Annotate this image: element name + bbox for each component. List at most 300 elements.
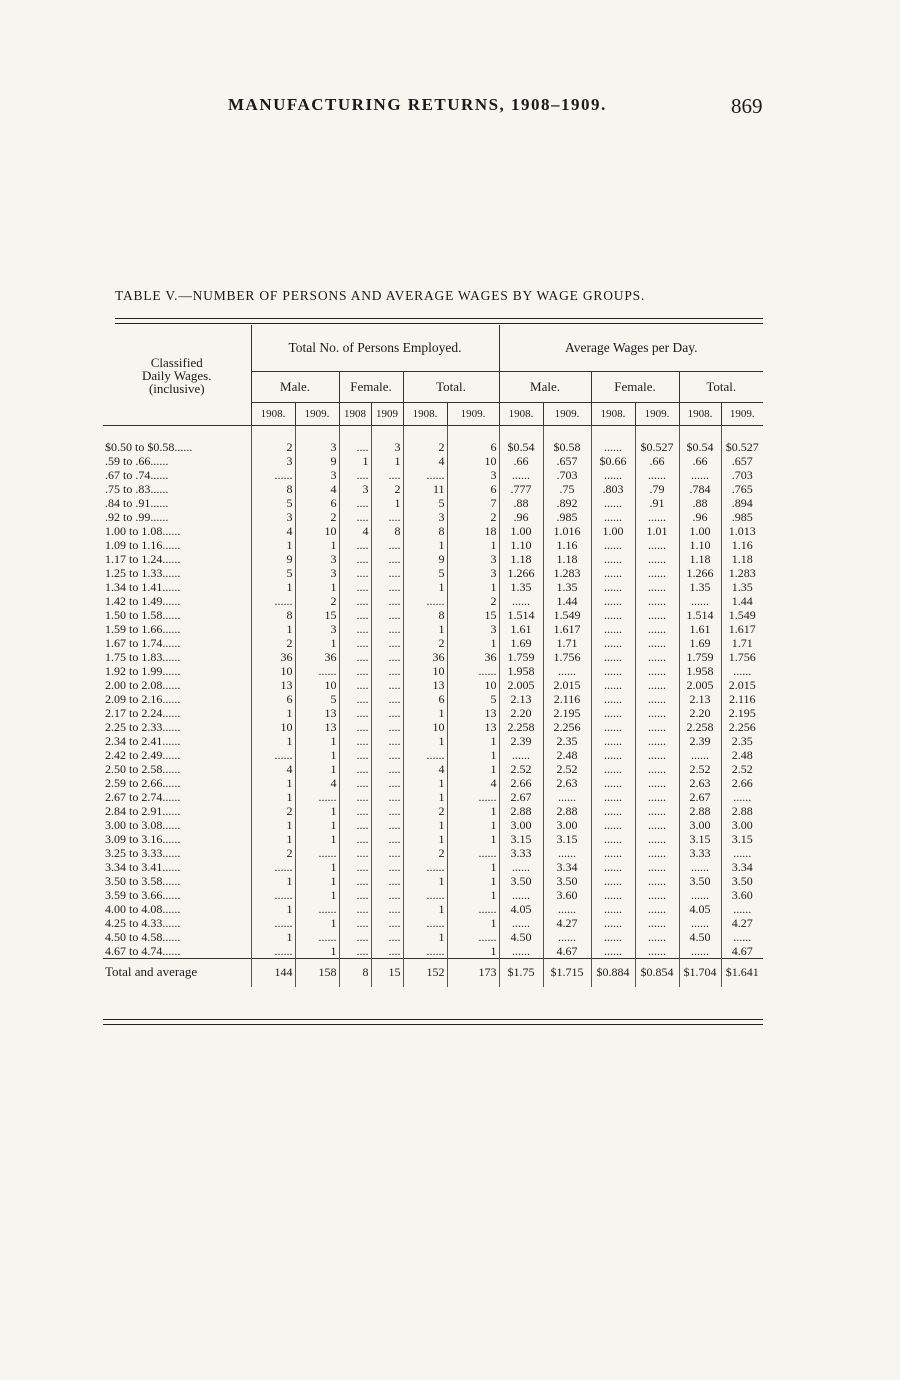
count-cell: .... <box>371 692 403 706</box>
count-cell: 1 <box>251 930 295 944</box>
count-cell: 1 <box>447 874 499 888</box>
wage-range-cell: 2.84 to 2.91...... <box>105 804 181 818</box>
wage-cell: 2.88 <box>679 804 721 818</box>
year-head: 1908. <box>679 403 721 426</box>
wage-range-cell: 2.09 to 2.16...... <box>105 692 181 706</box>
table-row <box>103 888 763 902</box>
wage-cell: .894 <box>721 496 763 510</box>
count-cell: 1 <box>403 790 447 804</box>
wage-range-cell: 4.25 to 4.33...... <box>105 916 181 930</box>
wage-cell: 2.258 <box>499 720 543 734</box>
count-cell: 1 <box>447 944 499 959</box>
wage-cell: ...... <box>591 832 635 846</box>
wage-cell: 2.52 <box>499 762 543 776</box>
count-cell: 1 <box>403 776 447 790</box>
wage-cell: 1.44 <box>543 594 591 608</box>
count-cell: ...... <box>251 916 295 930</box>
wage-cell: ...... <box>591 440 635 454</box>
wage-cell: ...... <box>635 748 679 762</box>
count-cell: .... <box>371 832 403 846</box>
total-cell: 144 <box>251 959 295 988</box>
count-cell: 10 <box>447 678 499 692</box>
count-cell: 3 <box>295 552 339 566</box>
year-head: 1909 <box>371 403 403 426</box>
wage-cell: .75 <box>543 482 591 496</box>
count-cell: .... <box>339 692 371 706</box>
wage-cell: .96 <box>499 510 543 524</box>
wage-cell: 3.34 <box>721 860 763 874</box>
wage-cell: 1.35 <box>679 580 721 594</box>
year-head: 1909. <box>543 403 591 426</box>
wage-cell: 3.50 <box>499 874 543 888</box>
table-row <box>103 720 763 734</box>
total-cell: $0.854 <box>635 959 679 988</box>
wage-cell: 3.60 <box>721 888 763 902</box>
count-cell: 10 <box>295 678 339 692</box>
count-cell: .... <box>371 790 403 804</box>
count-cell: 1 <box>295 874 339 888</box>
count-cell: .... <box>339 916 371 930</box>
page-number: 869 <box>731 94 763 118</box>
count-cell: 1 <box>447 832 499 846</box>
count-cell: .... <box>371 860 403 874</box>
count-cell: .... <box>371 776 403 790</box>
wage-cell: 3.15 <box>543 832 591 846</box>
count-cell: 36 <box>251 650 295 664</box>
table-row <box>103 440 763 454</box>
count-cell: 3 <box>295 440 339 454</box>
wage-range-cell: 2.25 to 2.33...... <box>105 720 181 734</box>
wage-cell: 2.35 <box>721 734 763 748</box>
count-cell: 5 <box>403 566 447 580</box>
table-row <box>103 748 763 762</box>
wage-cell: 1.61 <box>679 622 721 636</box>
wage-range-cell: 4.00 to 4.08...... <box>105 902 181 916</box>
count-cell: 1 <box>295 580 339 594</box>
wage-cell: ...... <box>591 734 635 748</box>
wage-cell: 1.71 <box>543 636 591 650</box>
count-cell: .... <box>339 888 371 902</box>
count-cell: .... <box>371 608 403 622</box>
wage-cell: ...... <box>679 860 721 874</box>
wage-range-cell: 4.67 to 4.74...... <box>105 944 181 958</box>
count-cell: .... <box>371 944 403 959</box>
count-cell: 6 <box>447 482 499 496</box>
wage-cell: .66 <box>635 454 679 468</box>
wage-cell: 4.67 <box>543 944 591 959</box>
count-cell: 2 <box>403 846 447 860</box>
count-cell: 1 <box>251 580 295 594</box>
stub-head-line: Daily Wages. <box>142 367 212 383</box>
count-cell: 1 <box>295 944 339 959</box>
wage-cell: 3.00 <box>679 818 721 832</box>
count-cell: 1 <box>403 622 447 636</box>
table-row <box>103 776 763 790</box>
count-cell: ...... <box>251 594 295 608</box>
table-row <box>103 944 763 959</box>
bottom-rule <box>103 1019 763 1020</box>
wage-cell: 1.69 <box>679 636 721 650</box>
wage-cell: 1.35 <box>499 580 543 594</box>
count-cell: 1 <box>295 748 339 762</box>
wage-cell: ...... <box>635 706 679 720</box>
wage-cell: .657 <box>721 454 763 468</box>
count-cell: 2 <box>403 440 447 454</box>
wage-range-cell: 1.00 to 1.08...... <box>105 524 181 538</box>
count-cell: 1 <box>339 454 371 468</box>
count-cell: 36 <box>447 650 499 664</box>
count-cell: 36 <box>403 650 447 664</box>
total-row <box>103 959 763 988</box>
table-row <box>103 510 763 524</box>
table-title: TABLE V.—NUMBER OF PERSONS AND AVERAGE WAGES BY WAGE GROUPS. <box>115 288 646 303</box>
year-head: 1908. <box>403 403 447 426</box>
wage-range-cell: 1.42 to 1.49...... <box>105 594 181 608</box>
count-cell: 1 <box>447 818 499 832</box>
count-cell: ...... <box>447 664 499 678</box>
count-cell: 4 <box>251 524 295 538</box>
wage-cell: 1.759 <box>499 650 543 664</box>
wage-cell: 1.00 <box>499 524 543 538</box>
count-cell: 2 <box>403 804 447 818</box>
count-cell: .... <box>339 510 371 524</box>
wage-cell: 3.50 <box>679 874 721 888</box>
table-row <box>103 454 763 468</box>
count-cell: .... <box>371 664 403 678</box>
wage-cell: ...... <box>591 692 635 706</box>
count-cell: .... <box>339 678 371 692</box>
wage-cell: 1.617 <box>721 622 763 636</box>
wage-cell: 2.195 <box>543 706 591 720</box>
wage-cell: 4.27 <box>543 916 591 930</box>
wage-cell: 1.35 <box>543 580 591 594</box>
wage-cell: ...... <box>679 468 721 482</box>
wage-range-cell: 1.67 to 1.74...... <box>105 636 181 650</box>
wage-cell: 2.63 <box>543 776 591 790</box>
count-cell: 9 <box>403 552 447 566</box>
wage-cell: 2.015 <box>721 678 763 692</box>
count-cell: 1 <box>403 902 447 916</box>
count-cell: 6 <box>403 692 447 706</box>
count-cell: 4 <box>251 762 295 776</box>
wage-cell: ...... <box>591 636 635 650</box>
wage-range-cell: 1.92 to 1.99...... <box>105 664 181 678</box>
wage-cell: ...... <box>591 580 635 594</box>
count-cell: 2 <box>295 594 339 608</box>
wage-cell: 2.005 <box>679 678 721 692</box>
wage-cell: 1.266 <box>679 566 721 580</box>
count-cell: 2 <box>251 846 295 860</box>
wage-cell: ...... <box>591 846 635 860</box>
count-cell: .... <box>371 706 403 720</box>
wage-cell: 3.33 <box>499 846 543 860</box>
wage-cell: 1.44 <box>721 594 763 608</box>
wages-table <box>103 325 763 987</box>
wage-cell: ...... <box>635 902 679 916</box>
count-cell: .... <box>339 832 371 846</box>
count-cell: 2 <box>403 636 447 650</box>
wage-cell: 1.514 <box>679 608 721 622</box>
wage-cell: ...... <box>635 860 679 874</box>
wage-cell: $0.58 <box>543 440 591 454</box>
wage-cell: .784 <box>679 482 721 496</box>
wage-range-cell: 2.42 to 2.49...... <box>105 748 181 762</box>
count-cell: ...... <box>251 888 295 902</box>
wage-cell: ...... <box>635 566 679 580</box>
count-cell: 1 <box>403 832 447 846</box>
wage-cell: .91 <box>635 496 679 510</box>
wage-cell: ...... <box>635 944 679 959</box>
count-cell: 13 <box>403 678 447 692</box>
wage-cell: ...... <box>635 622 679 636</box>
count-cell: 13 <box>447 720 499 734</box>
count-cell: 5 <box>447 692 499 706</box>
count-cell: 8 <box>403 524 447 538</box>
count-cell: .... <box>371 762 403 776</box>
count-cell: .... <box>339 594 371 608</box>
count-cell: .... <box>371 902 403 916</box>
wage-cell: ...... <box>543 846 591 860</box>
wage-cell: ...... <box>499 944 543 959</box>
table-row <box>103 790 763 804</box>
count-cell: 1 <box>295 762 339 776</box>
count-cell: .... <box>371 636 403 650</box>
count-cell: ...... <box>403 468 447 482</box>
count-cell: .... <box>339 468 371 482</box>
table-row <box>103 608 763 622</box>
stub-head <box>103 325 251 426</box>
count-cell: 3 <box>295 566 339 580</box>
wage-range-cell: .67 to .74...... <box>105 468 169 482</box>
count-cell: 1 <box>447 748 499 762</box>
count-cell: .... <box>339 636 371 650</box>
wage-cell: ...... <box>591 720 635 734</box>
count-cell: 1 <box>251 902 295 916</box>
table-row <box>103 524 763 538</box>
wage-cell: 3.34 <box>543 860 591 874</box>
count-cell: .... <box>339 664 371 678</box>
count-cell: .... <box>371 734 403 748</box>
wage-cell: ...... <box>543 902 591 916</box>
table-row <box>103 468 763 482</box>
wage-range-cell: 2.34 to 2.41...... <box>105 734 181 748</box>
year-head: 1908. <box>499 403 543 426</box>
wage-cell: 3.33 <box>679 846 721 860</box>
page-header <box>0 95 900 125</box>
wage-cell: ...... <box>591 650 635 664</box>
wage-cell: $0.527 <box>721 440 763 454</box>
count-cell: 13 <box>447 706 499 720</box>
count-cell: .... <box>371 930 403 944</box>
count-cell: 1 <box>251 734 295 748</box>
count-cell: ...... <box>295 902 339 916</box>
count-cell: ...... <box>251 748 295 762</box>
wage-cell: .96 <box>679 510 721 524</box>
count-cell: ...... <box>403 888 447 902</box>
wage-cell: ...... <box>635 874 679 888</box>
wage-cell: 1.61 <box>499 622 543 636</box>
wage-cell: ...... <box>635 664 679 678</box>
count-cell: .... <box>371 720 403 734</box>
count-cell: 2 <box>251 636 295 650</box>
count-cell: 1 <box>403 580 447 594</box>
wage-cell: 2.35 <box>543 734 591 748</box>
wage-range-cell: 2.00 to 2.08...... <box>105 678 181 692</box>
wage-cell: 2.48 <box>721 748 763 762</box>
count-cell: 4 <box>339 524 371 538</box>
total-cell: 15 <box>371 959 403 988</box>
count-cell: 1 <box>447 580 499 594</box>
count-cell: 15 <box>295 608 339 622</box>
wage-cell: ...... <box>591 762 635 776</box>
count-cell: .... <box>339 650 371 664</box>
count-cell: .... <box>339 734 371 748</box>
total-cell: 152 <box>403 959 447 988</box>
wage-cell: 3.50 <box>543 874 591 888</box>
count-cell: ...... <box>403 916 447 930</box>
wage-cell: ...... <box>635 580 679 594</box>
count-cell: 1 <box>447 916 499 930</box>
wage-cell: ...... <box>591 468 635 482</box>
wage-cell: ...... <box>591 930 635 944</box>
total-cell: $0.884 <box>591 959 635 988</box>
count-cell: ...... <box>403 748 447 762</box>
count-cell: .... <box>371 916 403 930</box>
wage-cell: ...... <box>679 748 721 762</box>
wage-cell: ...... <box>591 818 635 832</box>
wage-cell: ...... <box>499 916 543 930</box>
count-cell: ...... <box>295 846 339 860</box>
table-row <box>103 874 763 888</box>
wage-cell: .66 <box>679 454 721 468</box>
count-cell: 15 <box>447 608 499 622</box>
wage-cell: ...... <box>635 552 679 566</box>
wage-cell: 2.005 <box>499 678 543 692</box>
wage-cell: .703 <box>543 468 591 482</box>
table-row <box>103 734 763 748</box>
count-cell: ...... <box>447 930 499 944</box>
count-cell: 8 <box>403 608 447 622</box>
count-cell: ...... <box>251 860 295 874</box>
wage-cell: 1.013 <box>721 524 763 538</box>
count-cell: 11 <box>403 482 447 496</box>
wage-cell: 2.52 <box>543 762 591 776</box>
count-cell: .... <box>371 580 403 594</box>
wage-cell: ...... <box>635 510 679 524</box>
wage-cell: .985 <box>721 510 763 524</box>
wage-cell: 2.20 <box>499 706 543 720</box>
wage-cell: ...... <box>721 846 763 860</box>
count-cell: 1 <box>251 706 295 720</box>
count-cell: 3 <box>251 454 295 468</box>
wage-cell: ...... <box>721 902 763 916</box>
count-cell: .... <box>339 706 371 720</box>
table-row <box>103 678 763 692</box>
table-row <box>103 846 763 860</box>
wage-cell: 4.05 <box>679 902 721 916</box>
count-cell: 8 <box>251 608 295 622</box>
wage-range-cell: 1.59 to 1.66...... <box>105 622 181 636</box>
wage-cell: .88 <box>679 496 721 510</box>
count-cell: 1 <box>251 790 295 804</box>
wage-cell: ...... <box>635 832 679 846</box>
wage-cell: 2.63 <box>679 776 721 790</box>
count-cell: ...... <box>447 902 499 916</box>
wage-cell: ...... <box>635 650 679 664</box>
count-cell: ...... <box>251 944 295 959</box>
count-cell: 6 <box>251 692 295 706</box>
sub-head: Total. <box>403 372 499 403</box>
table-row <box>103 818 763 832</box>
wage-cell: 2.13 <box>679 692 721 706</box>
count-cell: .... <box>371 874 403 888</box>
wage-range-cell: 2.67 to 2.74...... <box>105 790 181 804</box>
count-cell: 13 <box>251 678 295 692</box>
wage-cell: 1.18 <box>721 552 763 566</box>
wage-cell: 1.71 <box>721 636 763 650</box>
wage-cell: ...... <box>635 538 679 552</box>
wage-cell: ...... <box>635 678 679 692</box>
total-cell: $1.704 <box>679 959 721 988</box>
wage-cell: 2.67 <box>499 790 543 804</box>
count-cell: .... <box>371 888 403 902</box>
count-cell: 4 <box>403 454 447 468</box>
count-cell: 1 <box>251 776 295 790</box>
spacer-row <box>103 426 763 441</box>
wage-cell: 2.66 <box>721 776 763 790</box>
wage-cell: 1.16 <box>543 538 591 552</box>
wage-cell: ...... <box>591 874 635 888</box>
wage-cell: 1.756 <box>543 650 591 664</box>
count-cell: ...... <box>403 860 447 874</box>
count-cell: .... <box>371 594 403 608</box>
wage-cell: ...... <box>679 916 721 930</box>
count-cell: 6 <box>447 440 499 454</box>
wage-cell: ...... <box>635 930 679 944</box>
wage-cell: 1.617 <box>543 622 591 636</box>
wage-cell: 3.00 <box>499 818 543 832</box>
count-cell: 1 <box>447 888 499 902</box>
count-cell: ...... <box>295 790 339 804</box>
wage-cell: 1.10 <box>499 538 543 552</box>
wage-cell: 2.39 <box>499 734 543 748</box>
count-cell: 18 <box>447 524 499 538</box>
wage-range-cell: 3.00 to 3.08...... <box>105 818 181 832</box>
count-cell: 10 <box>251 720 295 734</box>
count-cell: 1 <box>403 930 447 944</box>
table-row <box>103 916 763 930</box>
count-cell: 1 <box>295 636 339 650</box>
wage-cell: 3.60 <box>543 888 591 902</box>
wage-cell: ...... <box>591 790 635 804</box>
wage-cell: ...... <box>543 930 591 944</box>
wage-range-cell: 1.09 to 1.16...... <box>105 538 181 552</box>
wage-cell: ...... <box>591 608 635 622</box>
count-cell: 1 <box>447 860 499 874</box>
wage-cell: ...... <box>635 636 679 650</box>
count-cell: 13 <box>295 706 339 720</box>
count-cell: 1 <box>447 804 499 818</box>
count-cell: .... <box>371 566 403 580</box>
wage-cell: 1.00 <box>679 524 721 538</box>
count-cell: 1 <box>447 538 499 552</box>
wage-cell: 2.258 <box>679 720 721 734</box>
count-cell: 7 <box>447 496 499 510</box>
wage-cell: .66 <box>499 454 543 468</box>
count-cell: 3 <box>295 468 339 482</box>
wage-range-cell: 1.50 to 1.58...... <box>105 608 181 622</box>
wage-range-cell: 3.25 to 3.33...... <box>105 846 181 860</box>
